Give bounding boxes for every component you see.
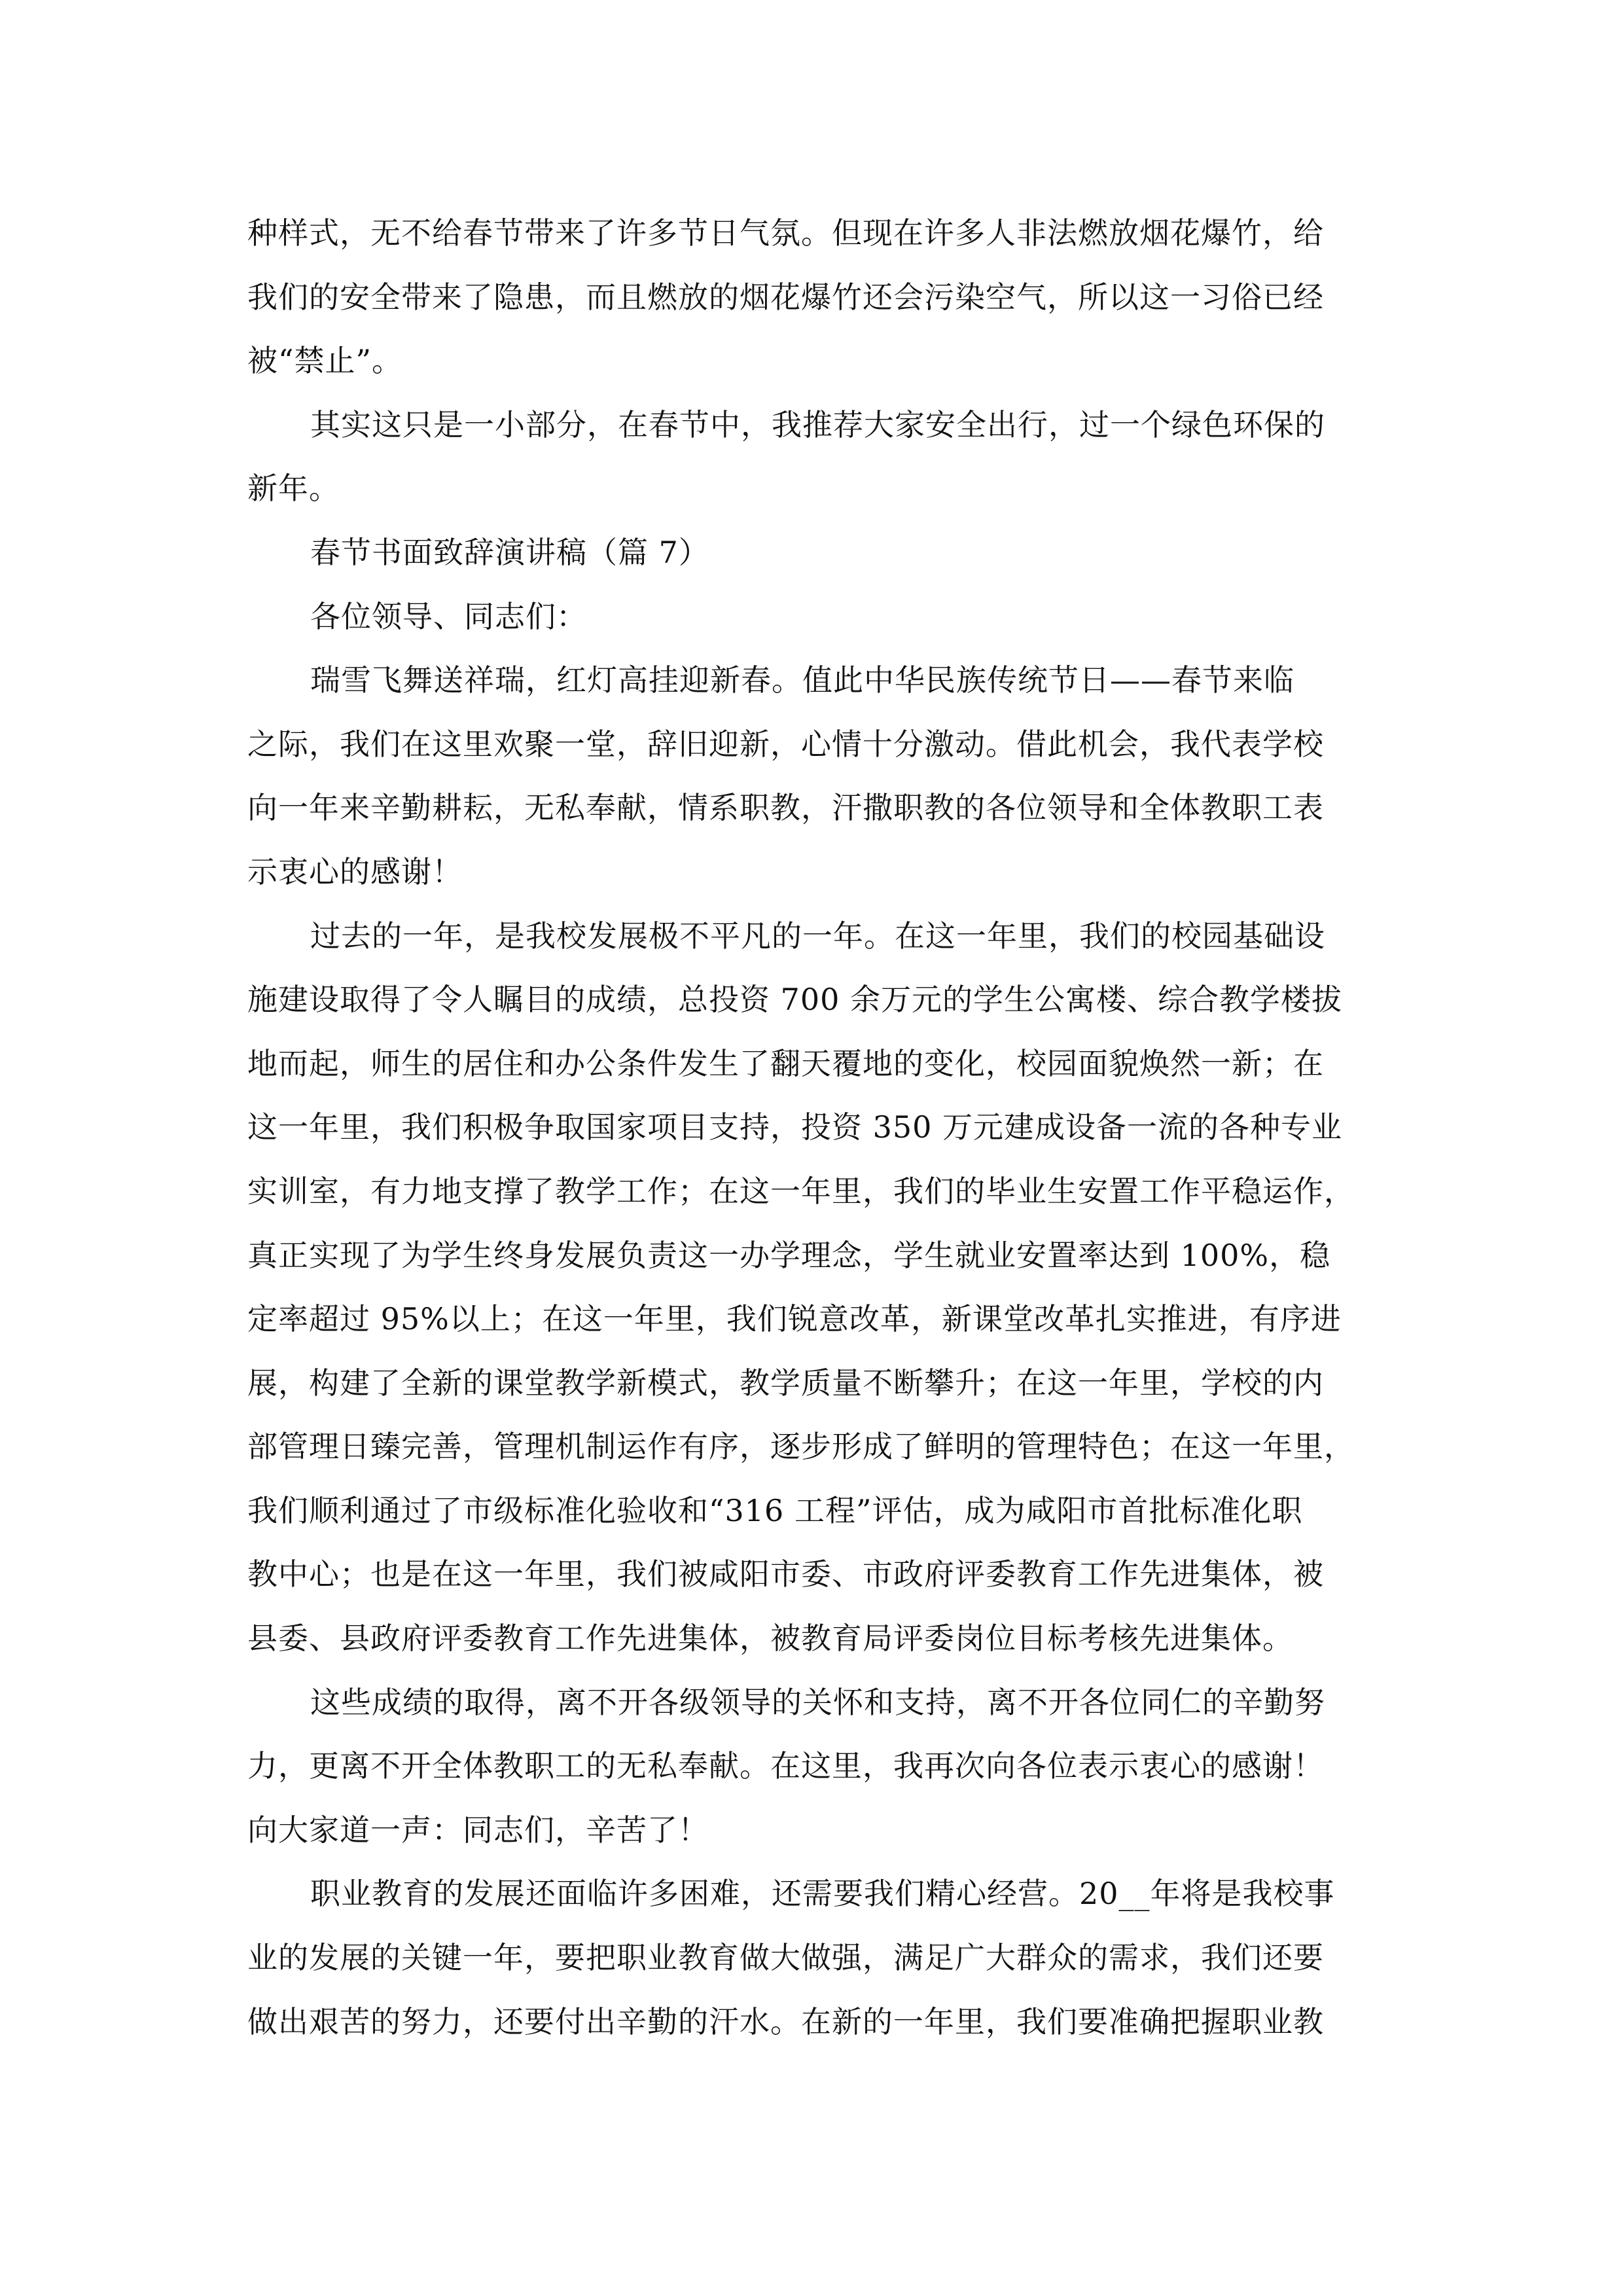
text-line: 其实这只是一小部分，在春节中，我推荐大家安全出行，过一个绿色环保的	[310, 406, 1325, 442]
text-line: 各位领导、同志们：	[310, 598, 587, 634]
text-line: 示衷心的感谢！	[247, 853, 463, 889]
text-line: 县委、县政府评委教育工作先进集体，被教育局评委岗位目标考核先进集体。	[247, 1621, 1293, 1657]
text-line: 种样式，无不给春节带来了许多节日气氛。但现在许多人非法燃放烟花爆竹，给	[247, 215, 1324, 251]
text-line: 部管理日臻完善，管理机制运作有序，逐步形成了鲜明的管理特色；在这一年里，	[247, 1429, 1355, 1465]
text-line: 定率超过 95%以上；在这一年里，我们锐意改革，新课堂改革扎实推进，有序进	[247, 1301, 1342, 1337]
text-line: 施建设取得了令人瞩目的成绩，总投资 700 余万元的学生公寓楼、综合教学楼拔	[247, 982, 1343, 1018]
text-line: 力，更离不开全体教职工的无私奉献。在这里，我再次向各位表示衷心的感谢！	[247, 1748, 1324, 1784]
document-body	[247, 202, 1377, 2054]
text-line: 之际，我们在这里欢聚一堂，辞旧迎新，心情十分激动。借此机会，我代表学校	[247, 726, 1324, 762]
text-line: 向一年来辛勤耕耘，无私奉献，情系职教，汗撒职教的各位领导和全体教职工表	[247, 790, 1324, 826]
text-line: 向大家道一声：同志们，辛苦了！	[247, 1812, 709, 1848]
text-line: 新年。	[247, 471, 340, 507]
text-line: 瑞雪飞舞送祥瑞，红灯高挂迎新春。值此中华民族传统节日——春节来临	[310, 662, 1294, 698]
text-line: 职业教育的发展还面临许多困难，还需要我们精心经营。20__年将是我校事	[310, 1876, 1335, 1912]
text-line: 教中心；也是在这一年里，我们被咸阳市委、市政府评委教育工作先进集体，被	[247, 1556, 1324, 1592]
text-line: 真正实现了为学生终身发展负责这一办学理念，学生就业安置率达到 100%，稳	[247, 1237, 1331, 1273]
text-line: 业的发展的关键一年，要把职业教育做大做强，满足广大群众的需求，我们还要	[247, 1940, 1324, 1976]
text-line: 过去的一年，是我校发展极不平凡的一年。在这一年里，我们的校园基础设	[310, 918, 1325, 954]
text-line: 实训室，有力地支撑了教学工作；在这一年里，我们的毕业生安置工作平稳运作，	[247, 1173, 1355, 1209]
text-line: 被“禁止”。	[247, 343, 403, 379]
text-line: 春节书面致辞演讲稿（篇 7）	[310, 534, 709, 570]
text-line: 地而起，师生的居住和办公条件发生了翻天覆地的变化，校园面貌焕然一新；在	[247, 1045, 1324, 1081]
text-line: 这些成绩的取得，离不开各级领导的关怀和支持，离不开各位同仁的辛勤努	[310, 1684, 1325, 1720]
text-line: 这一年里，我们积极争取国家项目支持，投资 350 万元建成设备一流的各种专业	[247, 1109, 1343, 1145]
text-line: 我们顺利通过了市级标准化验收和“316 工程”评估，成为咸阳市首批标准化职	[247, 1492, 1303, 1528]
text-line: 我们的安全带来了隐患，而且燃放的烟花爆竹还会污染空气，所以这一习俗已经	[247, 279, 1324, 315]
text-line: 做出艰苦的努力，还要付出辛勤的汗水。在新的一年里，我们要准确把握职业教	[247, 2003, 1324, 2039]
text-line: 展，构建了全新的课堂教学新模式，教学质量不断攀升；在这一年里，学校的内	[247, 1365, 1324, 1401]
